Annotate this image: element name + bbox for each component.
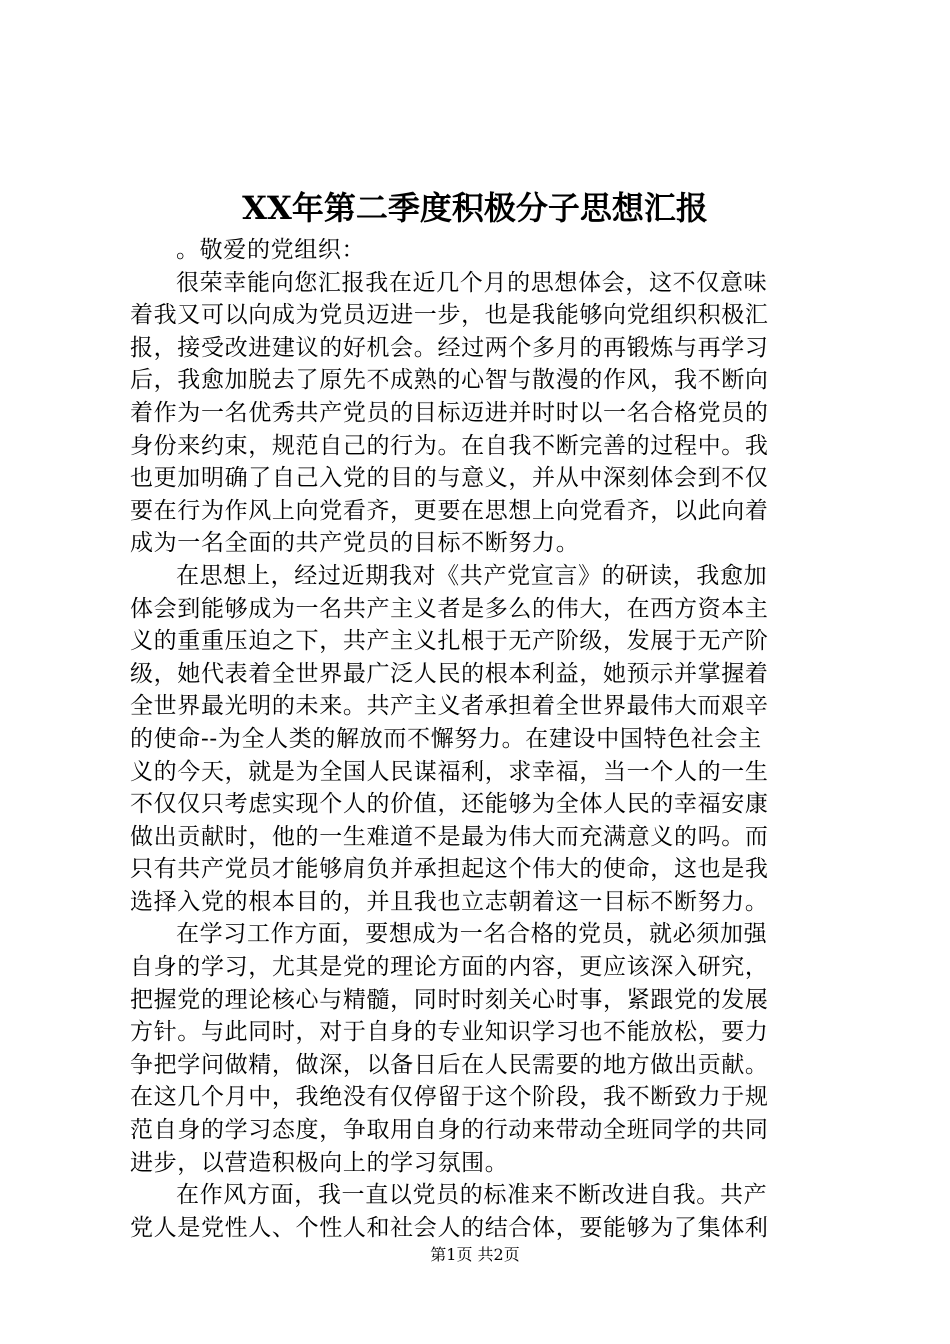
paragraph-2-line: 做出贡献时，他的一生难道不是最为伟大而充满意义的吗。而 xyxy=(130,823,769,850)
paragraph-1-line: 报，接受改进建议的好机会。经过两个多月的再锻炼与再学习 xyxy=(130,334,769,361)
paragraph-1-line: 很荣幸能向您汇报我在近几个月的思想体会，这不仅意味 xyxy=(176,269,768,296)
paragraph-1-line: 也更加明确了自己入党的目的与意义，并从中深刻体会到不仅 xyxy=(130,465,769,492)
paragraph-3-line: 进步，以营造积极向上的学习氛围。 xyxy=(130,1149,509,1176)
paragraph-2-line: 的使命--为全人类的解放而不懈努力。在建设中国特色社会主 xyxy=(130,725,762,752)
paragraph-2-line: 义的今天，就是为全国人民谋福利，求幸福，当一个人的一生 xyxy=(130,758,769,785)
paragraph-1-line: 后，我愈加脱去了原先不成熟的心智与散漫的作风，我不断向 xyxy=(130,367,769,394)
paragraph-3-line: 范自身的学习态度，争取用自身的行动来带动全班同学的共同 xyxy=(130,1117,769,1144)
paragraph-2-line: 不仅仅只考虑实现个人的价值，还能够为全体人民的幸福安康 xyxy=(130,791,769,818)
paragraph-1-line: 着我又可以向成为党员迈进一步，也是我能够向党组织积极汇 xyxy=(130,302,769,329)
paragraph-3-line: 自身的学习，尤其是党的理论方面的内容，更应该深入研究， xyxy=(130,954,769,981)
paragraph-1-line: 着作为一名优秀共产党员的目标迈进并时时以一名合格党员的 xyxy=(130,399,769,426)
paragraph-3-line: 在这几个月中，我绝没有仅停留于这个阶段，我不断致力于规 xyxy=(130,1084,769,1111)
paragraph-2-line: 级，她代表着全世界最广泛人民的根本利益，她预示并掌握着 xyxy=(130,660,769,687)
paragraph-4-line: 党人是党性人、个性人和社会人的结合体，要能够为了集体利 xyxy=(130,1214,769,1241)
paragraph-2-line: 在思想上，经过近期我对《共产党宣言》的研读，我愈加 xyxy=(176,562,768,589)
paragraph-3-line: 方针。与此同时，对于自身的专业知识学习也不能放松，要力 xyxy=(130,1019,769,1046)
page-number-footer: 第1页 共2页 xyxy=(430,1245,520,1264)
paragraph-2-line: 只有共产党员才能够肩负并承担起这个伟大的使命，这也是我 xyxy=(130,856,769,883)
paragraph-3-line: 争把学问做精，做深，以备日后在人民需要的地方做出贡献。 xyxy=(130,1051,769,1078)
paragraph-4-line: 在作风方面，我一直以党员的标准来不断改进自我。共产 xyxy=(176,1182,768,1209)
paragraph-2-line: 选择入党的根本目的，并且我也立志朝着这一目标不断努力。 xyxy=(130,888,769,915)
paragraph-2-line: 义的重重压迫之下，共产主义扎根于无产阶级，发展于无产阶 xyxy=(130,628,769,655)
paragraph-1-line: 成为一名全面的共产党员的目标不断努力。 xyxy=(130,530,580,557)
paragraph-2-line: 全世界最光明的未来。共产主义者承担着全世界最伟大而艰辛 xyxy=(130,693,769,720)
paragraph-1-line: 身份来约束，规范自己的行为。在自我不断完善的过程中。我 xyxy=(130,432,769,459)
paragraph-3-line: 在学习工作方面，要想成为一名合格的党员，就必须加强 xyxy=(176,921,768,948)
paragraph-3-line: 把握党的理论核心与精髓，同时时刻关心时事，紧跟党的发展 xyxy=(130,986,769,1013)
document-body xyxy=(130,234,820,1244)
salutation-line: 。敬爱的党组织： xyxy=(176,237,366,263)
paragraph-1-line: 要在行为作风上向党看齐，更要在思想上向党看齐，以此向着 xyxy=(130,497,769,524)
paragraph-2-line: 体会到能够成为一名共产主义者是多么的伟大，在西方资本主 xyxy=(130,595,769,622)
document-title: XX年第二季度积极分子思想汇报 xyxy=(242,189,708,227)
